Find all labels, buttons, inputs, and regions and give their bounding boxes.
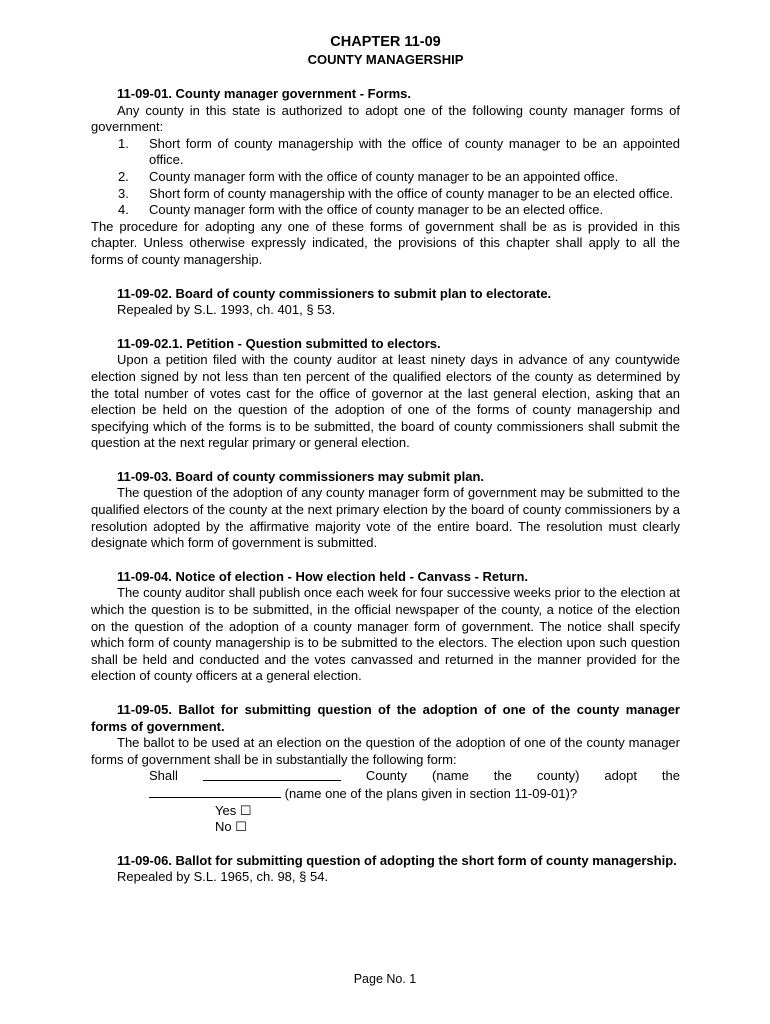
section-heading: 11-09-06. Ballot for submitting question of adopting the short form of county managership. bbox=[117, 852, 677, 868]
chapter-title: CHAPTER 11-09 bbox=[330, 34, 441, 50]
section-body: The ballot to be used at an election on the question of the adoption of one of the county manager forms of government shall be in substantially the following form: bbox=[91, 735, 680, 767]
section-body: The county auditor shall publish once each week for four successive weeks prior to the election at which the question is to be submitted, in the official newspaper of the county, a notice of the election on the question of the adoption of a county manager form of government. The notice shall specify which form of county managership is to be submitted to the electors. The election upon such question shall be held and conducted and the votes canvassed and returned in the manner provided for the election of county officers at a general election. bbox=[91, 585, 680, 684]
section-heading: 11-09-03. Board of county commissioners may submit plan. bbox=[117, 468, 484, 484]
section-heading: 11-09-04. Notice of election - How election held - Canvass - Return. bbox=[117, 568, 529, 584]
county-name-blank bbox=[203, 768, 341, 781]
list-item: 3. Short form of county managership with the office of county manager to be an elected office. bbox=[118, 185, 674, 201]
section-body: Upon a petition filed with the county auditor at least ninety days in advance of any countywide election signed by not less than ten percent of the qualified electors of the county as determined by the total number of votes cast for the office of governor at the last general election, asking that an election be held on the question of the adoption of one of the forms of county managership and specifying which of the forms is to be submitted, the board of county commissioners shall submit the question at the next regular primary or general election. bbox=[91, 352, 680, 451]
document-page bbox=[91, 34, 680, 886]
section-body: Repealed by S.L. 1993, ch. 401, § 53. bbox=[117, 302, 336, 318]
section-body: The question of the adoption of any county manager form of government may be submitted to the qualified electors of the county at the next primary election by the board of county commissioners by a resolution adopted by the affirmative majority vote of the entire board. The resolution must clearly designate which form of government is submitted. bbox=[91, 485, 680, 551]
ballot-no-option: No ☐ bbox=[215, 819, 247, 835]
list-item: 4. County manager form with the office of county manager to be an elected office. bbox=[118, 202, 604, 218]
ballot-form-line: (name one of the plans given in section 11-09-01)? bbox=[91, 785, 680, 803]
section-heading: 11-09-05. Ballot for submitting question of the adoption of one of the county manager forms of government. bbox=[91, 702, 680, 734]
ballot-yes-option: Yes ☐ bbox=[215, 802, 252, 818]
section-body: Repealed by S.L. 1965, ch. 98, § 54. bbox=[117, 869, 329, 885]
list-item: 1. Short form of county managership with the office of county manager to be an appointed office. bbox=[118, 135, 680, 168]
section-body: Any county in this state is authorized to adopt one of the following county manager forms of government: bbox=[91, 102, 680, 135]
section-heading: 11-09-01. County manager government - Forms. bbox=[117, 86, 412, 101]
ballot-form-line: Shall County (name the county) adopt the bbox=[149, 768, 680, 784]
section-heading: 11-09-02. Board of county commissioners to submit plan to electorate. bbox=[117, 285, 552, 301]
list-item: 2. County manager form with the office of county manager to be an appointed office. bbox=[118, 168, 619, 184]
forms-list bbox=[91, 136, 680, 219]
section-heading: 11-09-02.1. Petition - Question submitted to electors. bbox=[117, 335, 441, 351]
section-body: The procedure for adopting any one of these forms of government shall be as is provided in this chapter. Unless otherwise expressly indicated, the provisions of this chapter shall apply to all the forms of county managership. bbox=[91, 218, 680, 267]
plan-name-blank bbox=[149, 785, 281, 798]
chapter-subtitle: COUNTY MANAGERSHIP bbox=[307, 52, 464, 67]
page-number: Page No. 1 bbox=[353, 972, 417, 986]
